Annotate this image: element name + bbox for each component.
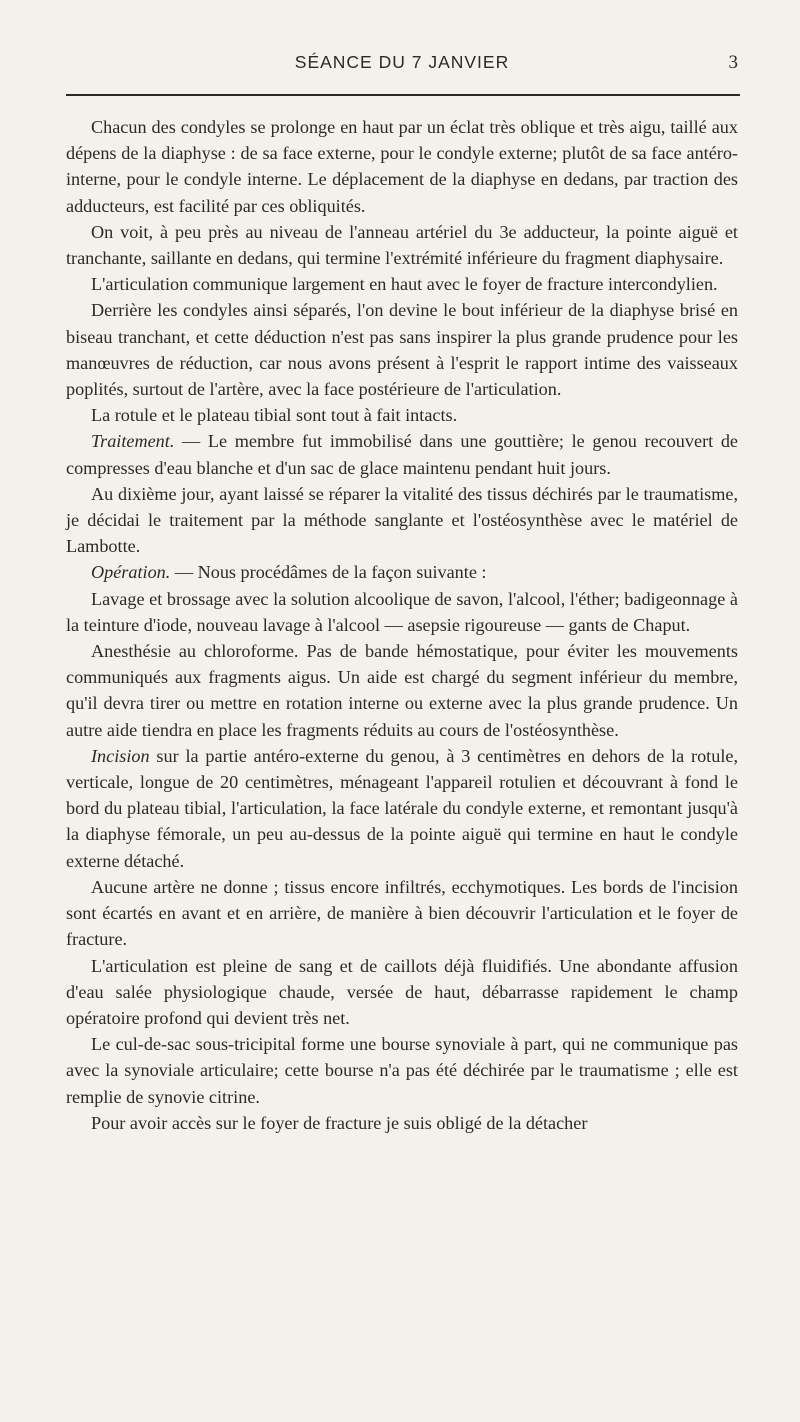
paragraph [66, 297, 738, 402]
paragraph [66, 743, 738, 874]
paragraph-lead: Incision [91, 745, 150, 766]
paragraph-text: Au dixième jour, ayant laissé se réparer la vitalité des tissus déchirés par le traumatisme, je décidai le traitement par la méthode sanglante et l'ostéosynthèse avec le matériel de Lambotte. [66, 483, 738, 557]
paragraph-text: Pour avoir accès sur le foyer de fracture je suis obligé de la détacher [91, 1112, 588, 1133]
paragraph-text: Lavage et brossage avec la solution alcoolique de savon, l'alcool, l'éther; badigeonnage à la teinture d'iode, nouveau lavage à l'alcool — asepsie rigoureuse — gants de Chaput. [66, 588, 738, 635]
paragraph [66, 559, 738, 585]
paragraph-text: — Nous procédâmes de la façon suivante : [170, 562, 487, 583]
paragraph-text: On voit, à peu près au niveau de l'anneau artériel du 3e adducteur, la pointe aiguë et tranchante, saillante en dedans, qui termine l'extrémité inférieure du fragment diaphysaire. [66, 221, 738, 269]
paragraph [66, 219, 738, 271]
paragraph-lead: Traitement. [91, 431, 175, 452]
paragraph [66, 953, 738, 1032]
paragraph-text: Derrière les condyles ainsi séparés, l'on devine le bout inférieur de la diaphyse brisé en biseau tranchant, et cette déduction n'est pas sans inspirer la plus grande prudence pour les manœuvres de réduction, car nous avons présent à l'esprit le rapport intime des vaisseaux poplités, surtout de l'artère, avec la face postérieure de l'articulation. [66, 300, 738, 400]
paragraph [66, 874, 738, 953]
paragraph-text: sur la partie antéro-externe du genou, à 3 centimètres en dehors de la rotule, verticale, longue de 20 centimètres, ménageant l'appareil rotulien et découvrant à fond le bord du plateau tibial, l'articulation, la face latérale du condyle externe, et remontant jusqu'à la diaphyse fémorale, un peu au-dessus de la pointe aiguë qui termine en haut le condyle externe détaché. [66, 745, 738, 871]
paragraph [66, 114, 738, 219]
body-text [66, 114, 738, 1136]
paragraph-text: — Le membre fut immobilisé dans une gouttière; le genou recouvert de compresses d'eau blanche et d'un sac de glace maintenu pendant huit jours. [66, 431, 738, 478]
page-header [66, 52, 738, 82]
paragraph-text: Anesthésie au chloroforme. Pas de bande hémostatique, pour éviter les mouvements communiqués aux fragments aigus. Un aide est chargé du segment inférieur du membre, qu'il devra tirer ou mettre en rotation interne ou externe avec la plus grande prudence. Un autre aide tiendra en place les fragments réduits au cours de l'ostéosynthèse. [66, 641, 738, 740]
paragraph-lead: Opération. [91, 562, 171, 583]
header-rule [66, 94, 740, 96]
paragraph [66, 1110, 738, 1136]
paragraph-text: Aucune artère ne donne ; tissus encore infiltrés, ecchymotiques. Les bords de l'incision sont écartés en avant et en arrière, de manière à bien découvrir l'articulation et le foyer de fracture. [66, 876, 738, 950]
paragraph [66, 586, 738, 638]
paragraph-text: Le cul-de-sac sous-tricipital forme une bourse synoviale à part, qui ne communique pas avec la synoviale articulaire; cette bourse n'a pas été déchirée par le traumatisme ; elle est remplie de synovie citrine. [66, 1034, 738, 1107]
paragraph [66, 428, 738, 480]
paragraph [66, 1031, 738, 1110]
paragraph-text: L'articulation est pleine de sang et de caillots déjà fluidifiés. Une abondante affusion d'eau salée physiologique chaude, versée de haut, débarrasse rapidement le champ opératoire profond qui devient très net. [66, 955, 738, 1028]
paragraph-text: L'articulation communique largement en haut avec le foyer de fracture intercondylien. [91, 274, 718, 295]
paragraph [66, 271, 738, 297]
page-number: 3 [728, 52, 738, 73]
paragraph [66, 638, 738, 743]
paragraph [66, 481, 738, 560]
paragraph-text: La rotule et le plateau tibial sont tout à fait intacts. [91, 405, 458, 426]
running-title: SÉANCE DU 7 JANVIER [294, 52, 510, 72]
paragraph-text: Chacun des condyles se prolonge en haut par un éclat très oblique et très aigu, taillé aux dépens de la diaphyse : de sa face externe, pour le condyle externe; plutôt de sa face antéro-interne, pour le condyle interne. Le déplacement de la diaphyse en dedans, par traction des adducteurs, est facilité par ces obliquités. [66, 117, 738, 216]
paragraph [66, 402, 738, 428]
